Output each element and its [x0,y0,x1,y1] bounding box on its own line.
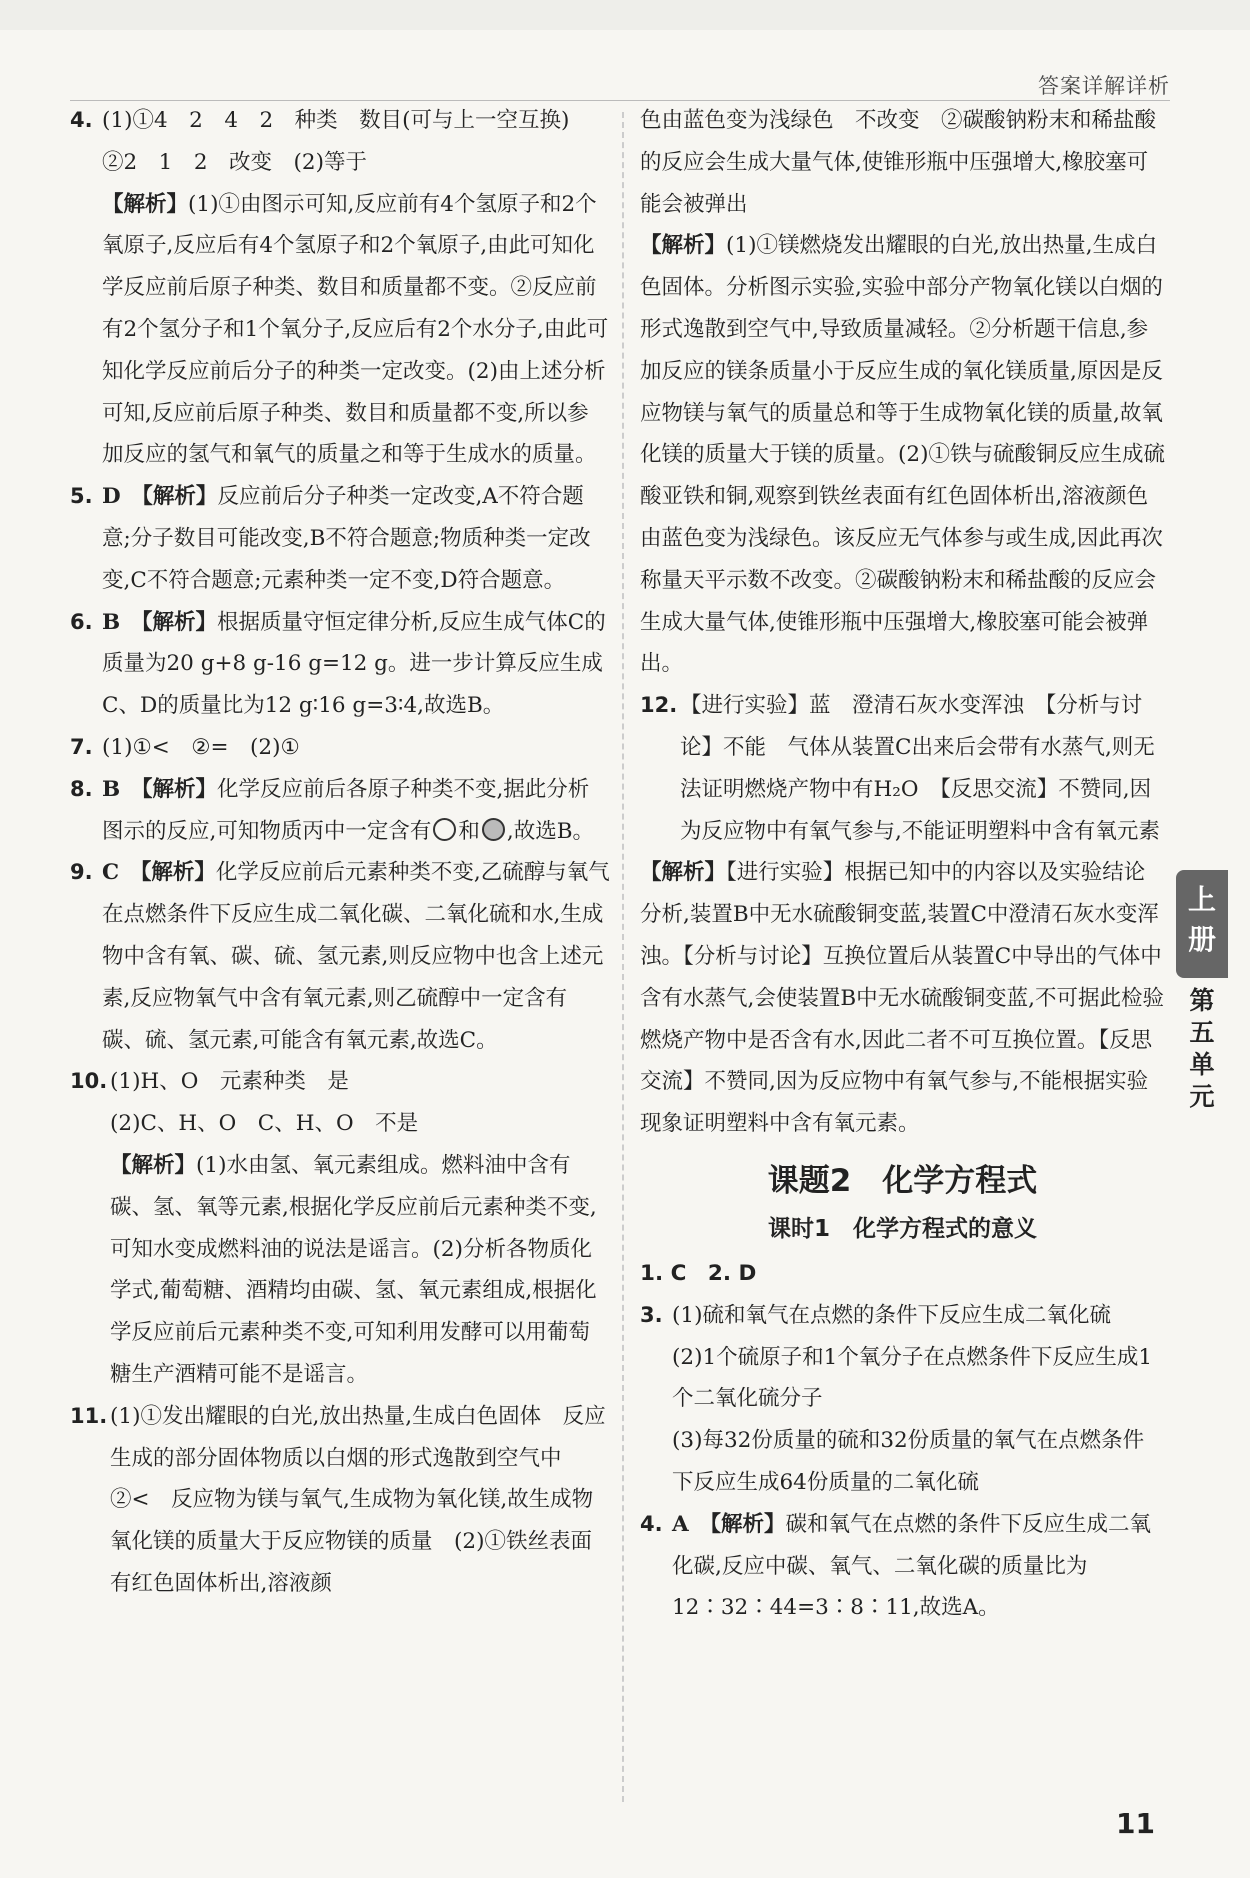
answer-line-1: (1)H、O 元素种类 是 [110,1069,349,1095]
explanation: 反应前后分子种类一定改变,A不符合题意;分子数目可能改变,B不符合题意;物质种类一定改变,C不符合题意;元素种类一定不变,D符合题意。 [102,484,591,593]
analysis-tag: 【解析】 [710,1511,786,1537]
analysis-tag: 【解析】 [102,191,189,217]
question-number: 4. [70,108,93,132]
explanation: 碳和氧气在点燃的条件下反应生成二氧化碳,反应中碳、氧气、二氧化碳的质量比为12∶32∶44=3∶8∶11,故选A。 [672,1511,1151,1621]
answer: (1)①发出耀眼的白光,放出热量,生成白色固体 反应生成的部分固体物质以白烟的形式逸散到空气中 ②< 反应物为镁与氧气,生成物为氧化镁,故生成物氧化镁的质量大于反应物镁的质量 (2)①铁丝表面有红色固体析出,溶液颜 [110,1403,606,1596]
question-12-analysis [640,852,1165,1145]
question-3 [640,1295,1165,1504]
lesson-title: 课时1 化学方程式的意义 [767,1215,1037,1242]
question-5 [70,476,610,601]
question-number: 9. [70,860,93,885]
question-7 [70,727,610,769]
column-divider [622,112,624,1802]
answer: (1)①4 2 4 2 种类 数目(可与上一空互换) ②2 1 2 改变 (2)等于 [102,108,591,175]
explanation: 化学反应前后各原子种类不变,据此分析图示的反应,可知物质丙中一定含有 [102,776,590,844]
question-8 [70,769,610,853]
explanation: 根据质量守恒定律分析,反应生成气体C的质量为20 g+8 g-16 g=12 g。进一步计算反应生成C、D的质量比为12 g∶16 g=3∶4,故选B。 [102,609,606,719]
question-number: 7. [70,734,93,759]
question-number: 3. [640,1302,663,1327]
header-title: 答案详解详析 [1038,74,1170,98]
question-9 [70,852,610,1061]
question-number: 12. [640,693,678,718]
question-number: 6. [70,609,93,634]
unit-label: 第 五 单 元 [1189,986,1215,1111]
analysis-tag: 【解析】 [110,1152,197,1178]
answer-continued: 色由蓝色变为浅绿色 不改变 ②碳酸钠粉末和稀盐酸的反应会生成大量气体,使锥形瓶中压强增大,橡胶塞可能会被弹出 [640,108,1157,217]
question-number: 8. [70,776,93,801]
answer: D [102,484,121,510]
top-strip [0,0,1250,30]
question-12 [640,685,1165,852]
explanation: (1)水由氢、氧元素组成。燃料油中含有碳、氢、氧等元素,根据化学反应前后元素种类不变,可知水变成燃料油的说法是谣言。(2)分析各物质化学式,葡萄糖、酒精均由碳、氢、氧元素组成,根据化学反应前后元素种类不变,可知利用发酵可以用葡萄糖生产酒精可能不是谣言。 [110,1152,597,1387]
answer: C [102,860,120,886]
analysis-tag: 【解析】 [640,860,727,886]
page-number: 11 [1116,1807,1155,1840]
answer: (1)①< ②= (2)① [102,734,300,760]
question-11-continued [640,100,1165,685]
answer: 1. C 2. D [640,1260,757,1286]
explanation-tail: ,故选B。 [506,818,594,844]
explanation: 化学反应前后元素种类不变,乙硫醇与氧气在点燃条件下反应生成二氧化碳、二氧化硫和水,生成物中含有氧、碳、硫、氢元素,则反应物中也含上述元素,反应物氧气中含有氧元素,则乙硫醇中一定含有碳、硫、氢元素,可能含有氧元素,故选C。 [102,860,610,1053]
section-title: 课题2 化学方程式 [767,1162,1038,1199]
question-4 [70,100,610,476]
questions-1-2 [640,1253,1165,1295]
analysis-tag: 【解析】 [140,860,216,886]
analysis-tag: 【解析】 [141,609,217,635]
answer: A [672,1511,689,1537]
answer: B [102,609,121,635]
answer-line-2: (2)1个硫原子和1个氧分子在点燃条件下反应生成1个二氧化硫分子 [672,1344,1152,1412]
question-11 [70,1396,610,1605]
empty-circle-icon [433,818,456,841]
analysis-tag: 【解析】 [142,484,218,510]
analysis-tag: 【解析】 [141,776,217,802]
right-column [640,100,1165,1629]
answer: B [102,776,121,802]
volume-label: 上 册 [1187,883,1216,956]
answer: 【进行实验】蓝 澄清石灰水变浑浊 【分析与讨论】不能 气体从装置C出来后会带有水蒸气,则无法证明燃烧产物中有H₂O 【反思交流】不赞同,因为反应物中有氧气参与,不能证明塑料中含有氧元素 [680,693,1160,844]
explanation: 【进行实验】根据已知中的内容以及实验结论分析,装置B中无水硫酸铜变蓝,装置C中澄清石灰水变浑浊。【分析与讨论】互换位置后从装置C中导出的气体中含有水蒸气,会使装置B中无水硫酸铜变蓝,不可据此检验燃烧产物中是否含有水,因此二者不可互换位置。【反思交流】不赞同,因为反应物中有氧气参与,不能根据实验现象证明塑料中含有氧元素。 [640,860,1164,1137]
analysis-tag: 【解析】 [640,233,727,259]
answer-line-1: (1)硫和氧气在点燃的条件下反应生成二氧化硫 [672,1302,1111,1328]
question-number: 10. [70,1069,108,1094]
answer-line-3: (3)每32份质量的硫和32份质量的氧气在点燃条件下反应生成64份质量的二氧化硫 [672,1428,1145,1495]
left-column [70,100,610,1605]
question-6 [70,602,610,727]
filled-circle-icon [482,818,505,841]
explanation: (1)①镁燃烧发出耀眼的白光,放出热量,生成白色固体。分析图示实验,实验中部分产物氧化镁以白烟的形式逸散到空气中,导致质量减轻。②分析题干信息,参加反应的镁条质量小于反应生成的氧化镁质量,原因是反应物镁与氧气的质量总和等于生成物氧化镁的质量,故氧化镁的质量大于镁的质量。(2)①铁与硫酸铜反应生成硫酸亚铁和铜,观察到铁丝表面有红色固体析出,溶液颜色由蓝色变为浅绿色。该反应无气体参与或生成,因此再次称量天平示数不改变。②碳酸钠粉末和稀盐酸的反应会生成大量气体,使锥形瓶中压强增大,橡胶塞可能会被弹出。 [640,233,1165,677]
explanation-mid: 和 [458,818,480,844]
question-number: 4. [640,1511,663,1536]
question-4-lesson [640,1504,1165,1629]
question-number: 11. [70,1403,108,1428]
volume-tab [1176,870,1228,978]
explanation: (1)①由图示可知,反应前有4个氢原子和2个氧原子,反应后有4个氢原子和2个氧原子,由此可知化学反应前后原子种类、数目和质量都不变。②反应前有2个氢分子和1个氧分子,反应后有2个水分子,由此可知化学反应前后分子的种类一定改变。(2)由上述分析可知,反应前后原子种类、数目和质量都不变,所以参加反应的氢气和氧气的质量之和等于生成水的质量。 [102,191,609,468]
question-10 [70,1061,610,1395]
question-number: 5. [70,484,93,509]
answer-line-2: (2)C、H、O C、H、O 不是 [110,1111,419,1137]
